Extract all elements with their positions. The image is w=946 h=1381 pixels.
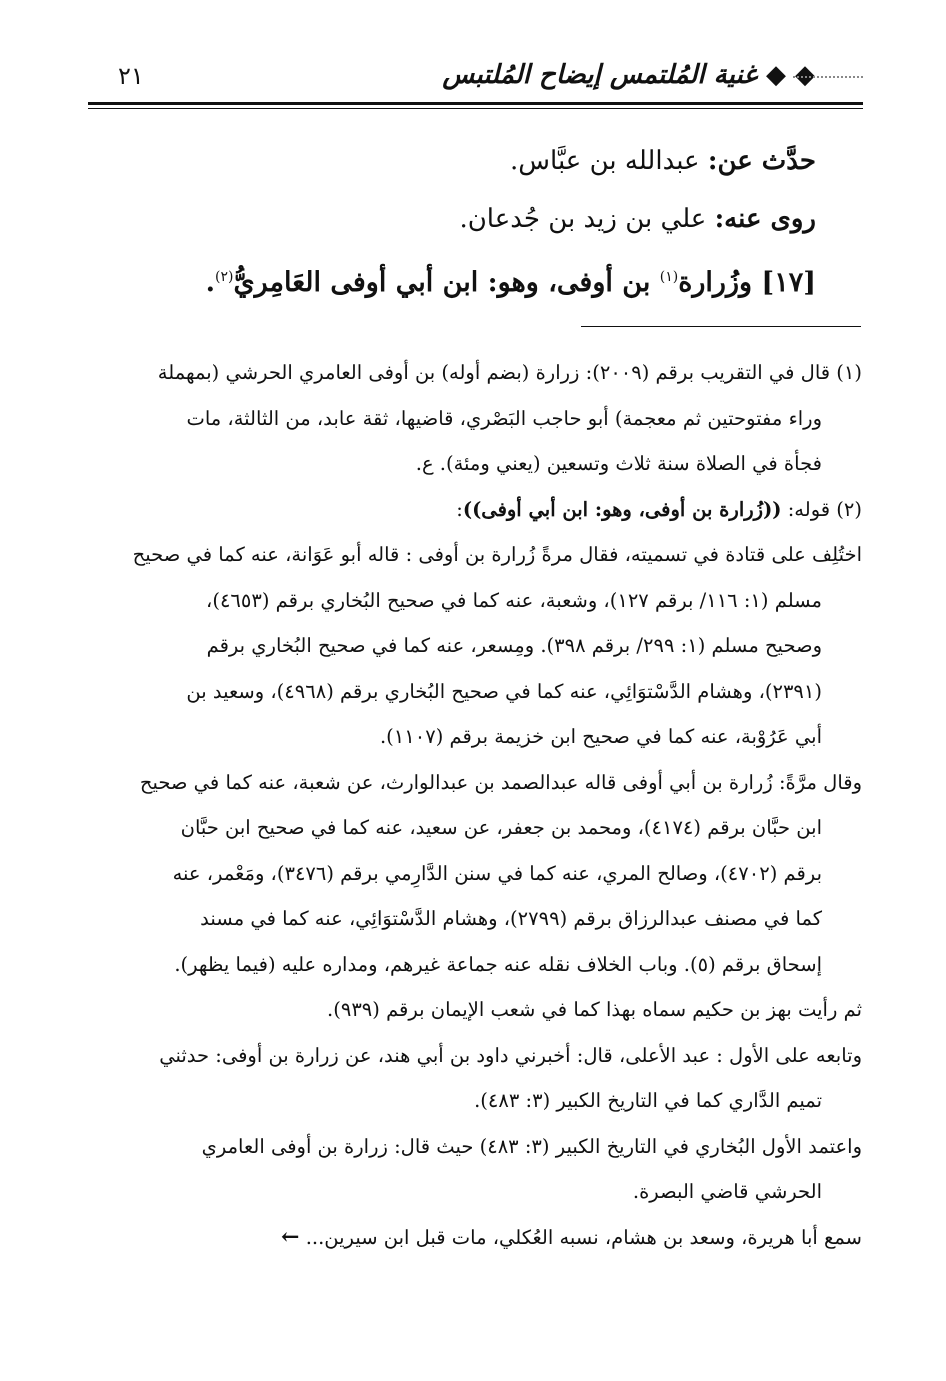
footnote-line: وقال مرَّةً: زُرارة بن أبي أوفى قاله عبدالصمد بن عبدالوارث، عن شعبة، عنه كما في صحيح [139, 770, 862, 794]
footnote-ref-1[interactable]: (١) [659, 269, 679, 285]
footnote-line: مسلم (١: ١١٦/ برقم ١٢٧)، وشعبة، عنه كما في صحيح البُخاري برقم (٤٦٥٣)، [206, 588, 822, 612]
footnote-line: اختُلِف على قتادة في تسميته، فقال مرةً زُرارة بن أوفى : قاله أبو عَوَانة، عنه كما في صحيح [132, 543, 862, 566]
footnote-line: وصحيح مسلم (١: ٢٩٩/ برقم ٣٩٨). ومِسعر، عنه كما في صحيح البُخاري برقم [206, 634, 822, 657]
continue-arrow-icon: ← [281, 1223, 300, 1250]
entry-part-a: [١٧] وزُرارة [678, 267, 816, 298]
narrated-from-label: حدَّث عن: [707, 146, 816, 176]
narrated-from-text: عبدالله بن عبَّاس. [510, 146, 708, 176]
footnote-line: واعتمد الأول البُخاري في التاريخ الكبير (٣: ٤٨٣) حيث قال: زرارة بن أوفى العامري [201, 1134, 862, 1158]
entry-heading [116, 248, 816, 312]
footnote-line: فجأة في الصلاة سنة ثلاث وتسعين (يعني ومئة). ع. [415, 452, 822, 475]
footnotes [82, 350, 862, 1260]
footnote-separator [581, 326, 861, 327]
dotted-ornament [793, 76, 863, 78]
footnote-line: ابن حبَّان برقم (٤١٧٤)، ومحمد بن جعفر، عن سعيد، عنه كما في صحيح ابن حبَّان [180, 816, 822, 839]
narrated-by-text: علي بن زيد بن جُدعان. [459, 204, 715, 234]
footnote-line: أبي عَرُوْبة، عنه كما في صحيح ابن خزيمة برقم (١١٠٧). [379, 725, 822, 748]
footnote-ref-2[interactable]: (٢) [215, 269, 234, 285]
entry-part-b: بن أوفى، وهو: ابن أبي أوفى العَامِريُّ [233, 267, 660, 298]
footnote-2 [82, 487, 862, 1261]
footnote-line: وتابعه على الأول : عبد الأعلى، قال: أخبرني داود بن أبي هند، عن زرارة بن أوفى: حدثني [159, 1043, 862, 1067]
footnote-2-quote: ((زُرارة بن أوفى، وهو: ابن أبي أوفى)) [462, 497, 782, 521]
footnote-1 [82, 350, 862, 487]
header-rule [88, 102, 863, 105]
main-text [116, 132, 816, 312]
footnote-line: كما في مصنف عبدالرزاق برقم (٢٧٩٩)، وهشام الدَّسْتوَائِي، عنه كما في مسند [200, 907, 822, 930]
footnote-line: الحرشي قاضي البصرة. [632, 1180, 822, 1203]
header-rule-thin [88, 108, 863, 109]
footnote-line: (٢٣٩١)، وهشام الدَّسْتوَائِي، عنه كما في صحيح البُخاري برقم (٤٩٦٨)، وسعيد بن [186, 679, 822, 703]
footnote-line: برقم (٤٧٠٢)، وصالح المري، عنه كما في سنن الدَّارِمي برقم (٣٤٧٦)، ومَعْمر، عنه [172, 861, 822, 885]
footnote-line: (١) قال في التقريب برقم (٢٠٠٩): زرارة (بضم أوله) بن أوفى العامري الحرشي (بمهملة [157, 361, 862, 384]
footnote-line: ثم رأيت بهز بن حكيم سماه بهذا كما في شعب الإيمان برقم (٩٣٩). [327, 998, 862, 1021]
footnote-2-colon: : [456, 497, 463, 521]
narrated-by-label: روى عنه: [714, 204, 816, 234]
running-title: ◆ ◆ غنية المُلتمس إيضاح المُلتبس [442, 60, 815, 90]
page-header [88, 58, 863, 102]
footnote-line: إسحاق برقم (٥). وباب الخلاف نقله عنه جماعة غيرهم، ومداره عليه (فيما يظهر). [174, 952, 822, 976]
footnote-line: تميم الدَّاري كما في التاريخ الكبير (٣: ٤٨٣). [474, 1089, 822, 1112]
footnote-line: سمع أبا هريرة، وسعد بن هشام، نسبه العُكلي، مات قبل ابن سيرين... [305, 1225, 862, 1249]
entry-part-c: . [205, 267, 216, 298]
footnote-line: وراء مفتوحتين ثم معجمة) أبو حاجب البَصْري، قاضيها، ثقة عابد، من الثالثة، مات [186, 406, 822, 430]
narrated-by-line [116, 190, 816, 248]
narrated-from-line [116, 132, 816, 190]
footnote-2-intro: (٢) قوله: [781, 497, 862, 521]
page-number: ٢١ [118, 62, 144, 90]
